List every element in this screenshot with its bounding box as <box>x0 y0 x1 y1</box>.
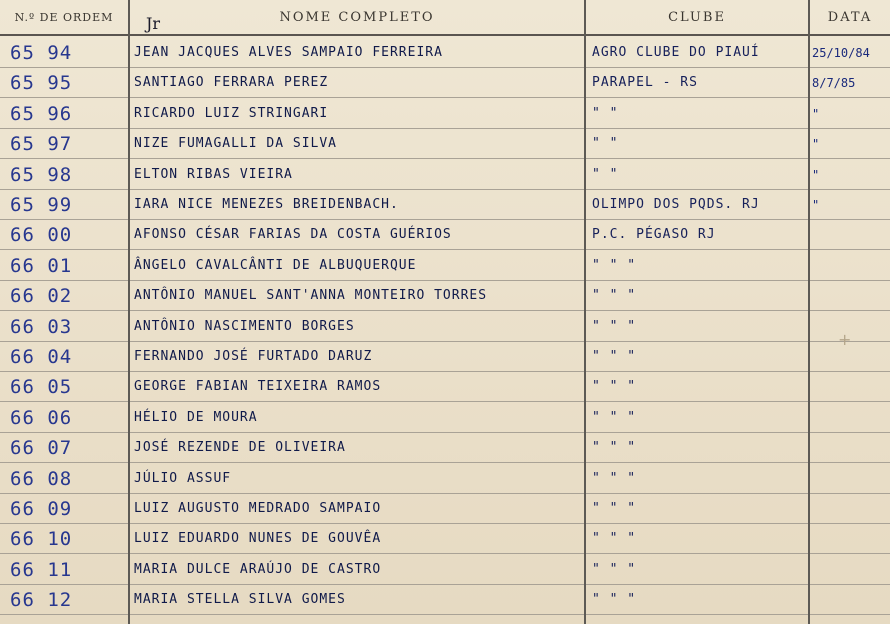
entry-name: HÉLIO DE MOURA <box>134 409 258 425</box>
entry-name: MARIA DULCE ARAÚJO DE CASTRO <box>134 561 382 577</box>
entry-date <box>812 220 888 250</box>
ledger-row <box>0 129 890 159</box>
entry-name: JEAN JACQUES ALVES SAMPAIO FERREIRA <box>134 45 443 60</box>
entry-date <box>812 555 888 585</box>
entry-number: 66 12 <box>10 589 73 612</box>
entry-name: ELTON RIBAS VIEIRA <box>134 166 293 182</box>
entry-club: " " " <box>592 440 637 456</box>
entry-club: " " " <box>592 349 637 364</box>
entry-date: " <box>812 167 820 182</box>
entry-name: JOSÉ REZENDE DE OLIVEIRA <box>134 440 346 456</box>
entry-date: " <box>812 198 820 212</box>
entry-date <box>812 464 888 494</box>
column-divider <box>584 0 586 624</box>
entry-date <box>812 433 888 463</box>
entry-number: 65 97 <box>10 133 73 156</box>
ledger-row <box>0 372 890 402</box>
entry-number: 66 03 <box>10 315 73 338</box>
entry-name: JÚLIO ASSUF <box>134 470 232 486</box>
entry-club: PARAPEL - RS <box>592 75 698 91</box>
entry-club: OLIMPO DOS PQDS. RJ <box>592 197 760 212</box>
entry-number: 65 98 <box>10 163 73 186</box>
entry-club: " " " <box>592 318 637 334</box>
entry-name: FERNANDO JOSÉ FURTADO DARUZ <box>134 349 373 364</box>
entry-date <box>812 403 888 433</box>
entry-name: IARA NICE MENEZES BREIDENBACH. <box>134 197 399 212</box>
entry-club: " " <box>592 166 619 182</box>
entry-number: 66 00 <box>10 224 73 247</box>
entry-date <box>812 251 888 281</box>
entry-number: 66 09 <box>10 498 73 520</box>
column-header-club: CLUBE <box>586 0 808 36</box>
entry-date <box>812 524 888 554</box>
entry-club: " " " <box>592 409 637 425</box>
entry-name: SANTIAGO FERRARA PEREZ <box>134 75 329 91</box>
column-header-name: NOME COMPLETO <box>130 0 584 36</box>
entry-number: 65 96 <box>10 102 73 125</box>
entry-club: " " " <box>592 379 637 395</box>
ledger-row <box>0 220 890 250</box>
entry-date <box>812 372 888 402</box>
entry-date: 8/7/85 <box>812 76 856 91</box>
entry-name: LUIZ AUGUSTO MEDRADO SAMPAIO <box>134 501 382 516</box>
entry-number: 66 11 <box>10 558 73 581</box>
entry-club: P.C. PÉGASO RJ <box>592 227 716 243</box>
ledger-row <box>0 403 890 433</box>
entry-name: ANTÔNIO MANUEL SANT'ANNA MONTEIRO TORRES <box>134 288 488 304</box>
entry-name: LUIZ EDUARDO NUNES DE GOUVÊA <box>134 531 382 547</box>
entry-date: " <box>812 137 820 152</box>
pencil-mark: + <box>838 330 852 349</box>
column-header-number: N.º DE ORDEM <box>0 0 128 36</box>
entry-number: 65 95 <box>10 72 73 95</box>
column-divider <box>808 0 810 624</box>
entry-number: 66 10 <box>10 528 73 551</box>
entry-club: " " " <box>592 257 637 273</box>
entry-number: 66 01 <box>10 254 73 277</box>
entry-date <box>812 281 888 311</box>
entry-name: ÂNGELO CAVALCÂNTI DE ALBUQUERQUE <box>134 257 417 273</box>
entry-club: AGRO CLUBE DO PIAUÍ <box>592 45 760 60</box>
entry-name: MARIA STELLA SILVA GOMES <box>134 592 346 608</box>
entry-name: RICARDO LUIZ STRINGARI <box>134 105 329 121</box>
ledger-row <box>0 342 890 372</box>
entry-name: AFONSO CÉSAR FARIAS DA COSTA GUÉRIOS <box>134 227 452 243</box>
ledger-row <box>0 99 890 129</box>
entry-number: 66 08 <box>10 467 73 490</box>
entry-club: " " " <box>592 501 637 516</box>
ledger-row <box>0 312 890 342</box>
entry-date <box>812 494 888 524</box>
entry-club: " " " <box>592 470 637 486</box>
entry-club: " " " <box>592 592 637 608</box>
entry-club: " " " <box>592 531 637 547</box>
entry-club: " " " <box>592 288 637 304</box>
entry-number: 66 06 <box>10 406 73 429</box>
ledger-row <box>0 464 890 494</box>
entry-date: " <box>812 106 820 121</box>
entry-number: 65 94 <box>10 42 73 64</box>
entry-name: NIZE FUMAGALLI DA SILVA <box>134 136 338 152</box>
ledger-row <box>0 524 890 554</box>
entry-number: 66 05 <box>10 376 73 399</box>
handwritten-mark: Jr <box>146 14 161 33</box>
ledger-row <box>0 494 890 524</box>
entry-date <box>812 585 888 615</box>
entry-name: ANTÔNIO NASCIMENTO BORGES <box>134 318 355 334</box>
ledger-row <box>0 585 890 615</box>
ledger-row <box>0 251 890 281</box>
ledger-row <box>0 38 890 68</box>
column-divider <box>128 0 130 624</box>
entry-club: " " " <box>592 561 637 577</box>
entry-club: " " <box>592 105 619 121</box>
entry-number: 66 04 <box>10 346 73 368</box>
ledger-row <box>0 433 890 463</box>
ledger-row <box>0 555 890 585</box>
ledger-row <box>0 281 890 311</box>
ledger-row <box>0 160 890 190</box>
ledger-row <box>0 190 890 220</box>
entry-number: 65 99 <box>10 194 73 216</box>
ledger-row <box>0 68 890 98</box>
entry-number: 66 07 <box>10 437 73 460</box>
entry-name: GEORGE FABIAN TEIXEIRA RAMOS <box>134 379 382 395</box>
entry-number: 66 02 <box>10 285 73 308</box>
column-header-date: DATA <box>810 0 890 36</box>
entry-club: " " <box>592 136 619 152</box>
entry-date: 25/10/84 <box>812 46 870 60</box>
